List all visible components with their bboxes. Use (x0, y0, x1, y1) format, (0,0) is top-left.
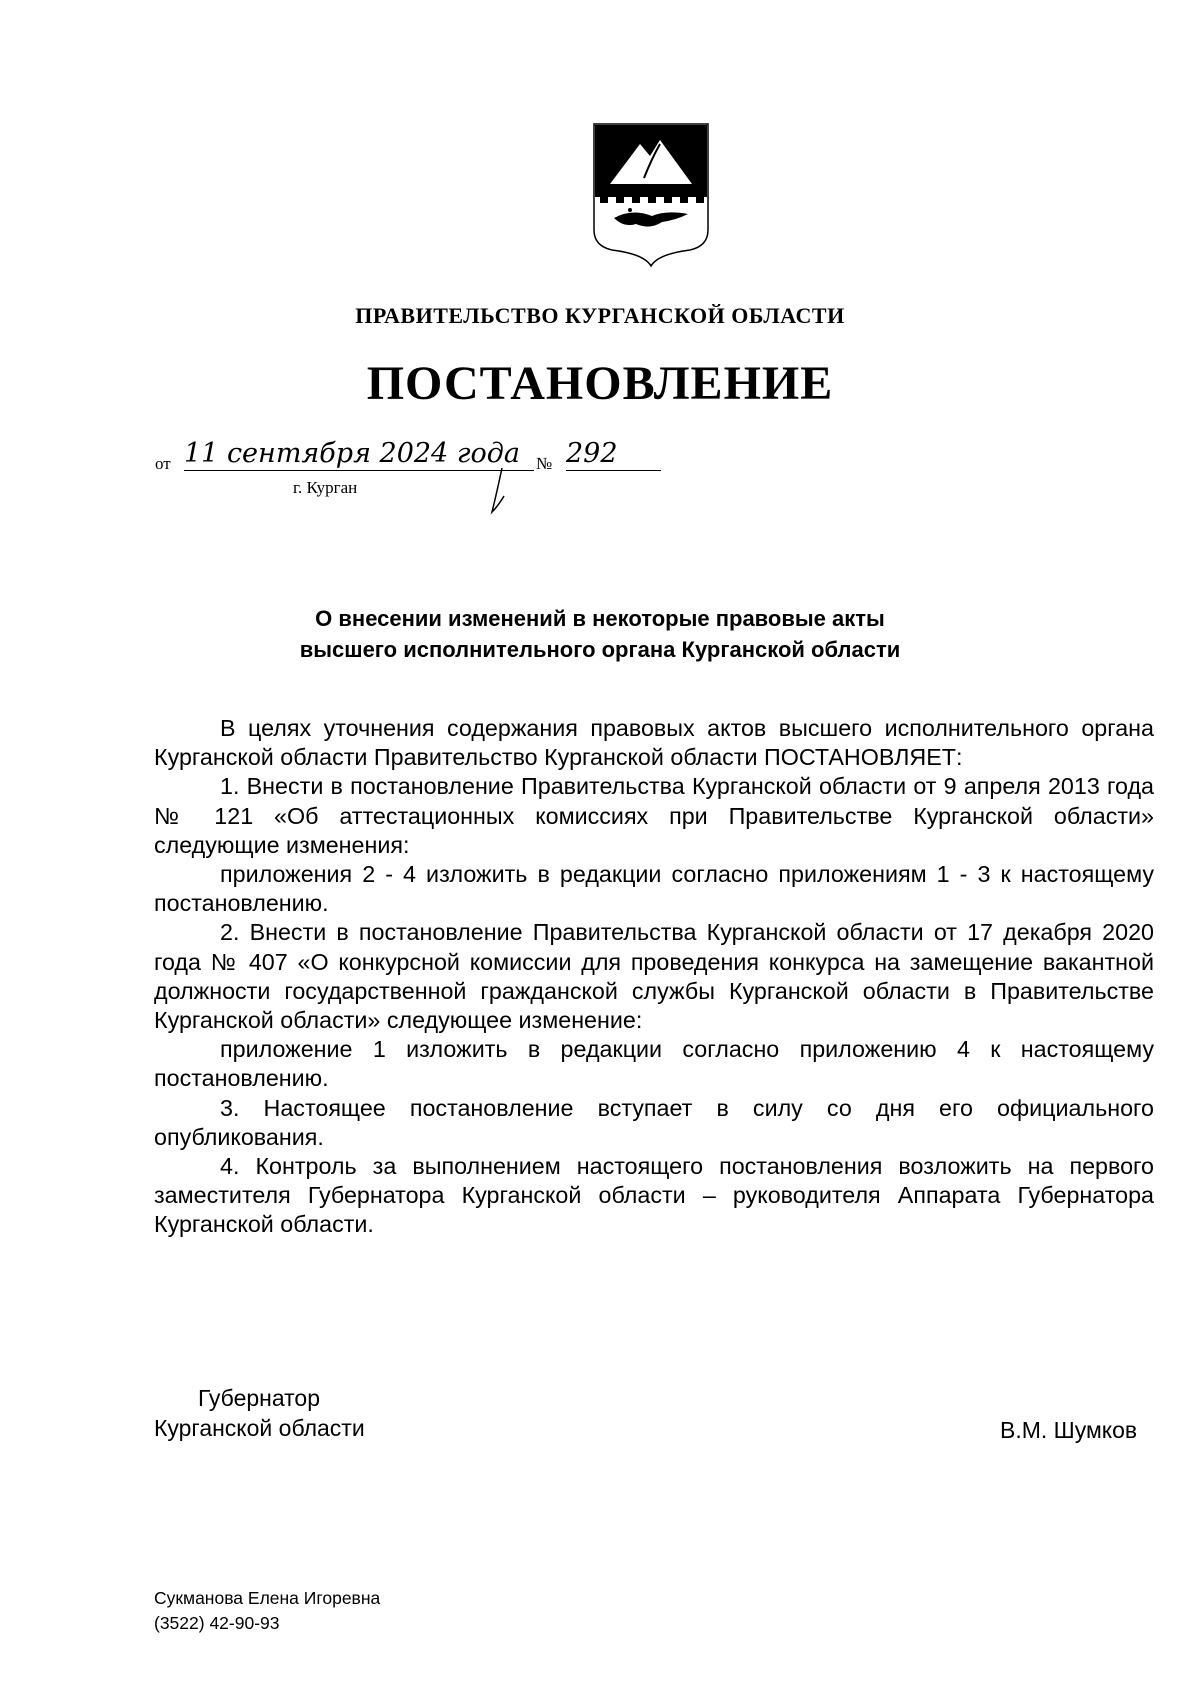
clause-4-paragraph: 4. Контроль за выполнением настоящего постановления возложить на первого заместителя Губернатора Курганской области – руководителя Аппарата Губернатора Курганской области. (154, 1153, 1154, 1238)
date-prefix: от (155, 454, 171, 473)
contact-name: Сукманова Елена Игоревна (154, 1588, 381, 1608)
subject-line-1: О внесении изменений в некоторые правовые акты (315, 606, 885, 631)
handwritten-number: 292 (566, 440, 661, 471)
contact-phone: (3522) 42-90-93 (154, 1613, 280, 1633)
subject-line-2: высшего исполнительного органа Курганской области (299, 637, 901, 662)
number-sign: № (536, 454, 553, 473)
government-name: ПРАВИТЕЛЬСТВО КУРГАНСКОЙ ОБЛАСТИ (355, 303, 845, 328)
date-number-line (0, 440, 700, 510)
preamble-paragraph: В целях уточнения содержания правовых актов высшего исполнительного органа Курганской области Правительство Курганской области ПОСТАНОВЛЯЕТ: (154, 715, 1154, 771)
document-body (154, 714, 1154, 1240)
pen-stroke-mark (488, 466, 518, 516)
signatory-position-line-2: Курганской области (154, 1415, 365, 1441)
signatory-name: В.М. Шумков (1000, 1417, 1138, 1443)
clause-1-paragraph: 1. Внести в постановление Правительства Курганской области от 9 апреля 2013 года № 121 «Об аттестационных комиссиях при Правительстве Курганской области» следующие изменения: (154, 773, 1154, 858)
coat-of-arms-emblem (592, 122, 710, 268)
handwritten-date: 11 сентября 2024 года (184, 440, 534, 471)
clause-3-paragraph: 3. Настоящее постановление вступает в силу со дня его официального опубликования. (154, 1094, 1154, 1150)
city-name: г. Курган (293, 478, 358, 497)
clause-1-detail: приложения 2 - 4 изложить в редакции согласно приложениям 1 - 3 к настоящему постановлению. (154, 861, 1154, 917)
document-type-title: ПОСТАНОВЛЕНИЕ (366, 357, 834, 410)
document-subject (0, 603, 1200, 665)
clause-2-detail: приложение 1 изложить в редакции согласно приложению 4 к настоящему постановлению. (154, 1036, 1154, 1092)
contact-block (154, 1586, 380, 1636)
clause-2-paragraph: 2. Внести в постановление Правительства Курганской области от 17 декабря 2020 года № 407 «О конкурсной комиссии для проведения конкурса на замещение вакантной должности государственной гражданской службы Курганской области в Правительстве Курганской области» следующее изменение: (154, 919, 1154, 1034)
signatory-position-line-1: Губернатор (198, 1385, 321, 1411)
